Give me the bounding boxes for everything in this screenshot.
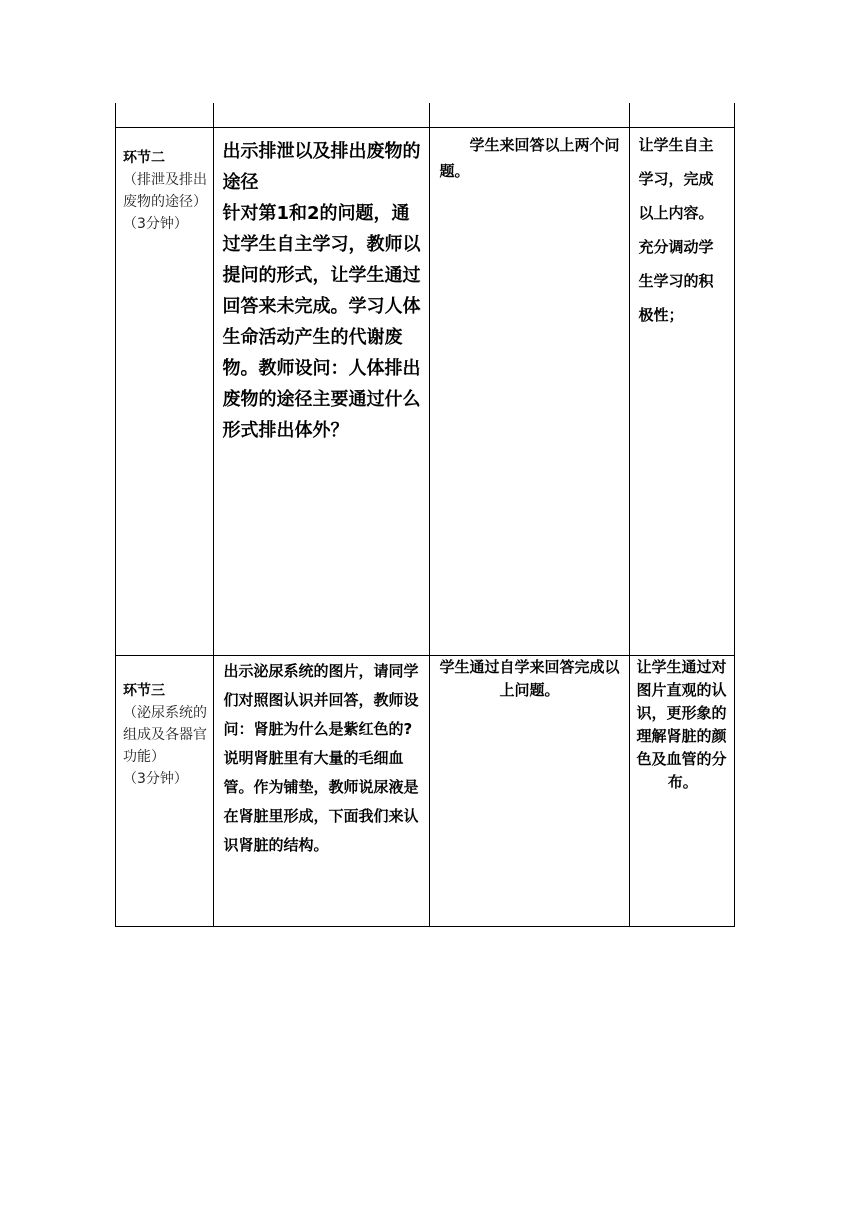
stub-cell [630, 103, 735, 128]
student-activity-cell [429, 656, 630, 927]
stage-subtitle: （泌尿系统的组成及各器官功能） [123, 705, 207, 765]
lesson-plan-table [115, 103, 735, 927]
student-activity-text: 学生来回答以上两个问题。 [439, 136, 620, 180]
table-row-stage-3 [116, 656, 735, 927]
stage-subtitle: （排泄及排出废物的途径） [123, 172, 207, 210]
design-intent-text: 充分调动学生学习的积极性； [638, 238, 714, 324]
teacher-text: 出示泌尿系统的图片，请同学们对照图认识并回答，教师设问：肾脏为什么是紫红色的?说明肾脏里有大量的毛细血管。作为铺垫，教师说尿液是在肾脏里形成，下面我们来认识肾脏的结构。 [223, 662, 419, 854]
stage-duration: （3分钟） [123, 771, 188, 787]
student-activity-cell [429, 128, 630, 656]
design-intent-cell [630, 128, 735, 656]
stage-duration: （3分钟） [123, 216, 188, 232]
teacher-activity-cell [214, 128, 429, 656]
stub-cell [214, 103, 429, 128]
stage-cell [116, 656, 214, 927]
table-row-stage-2 [116, 128, 735, 656]
teacher-heading: 出示排泄以及排出废物的途径 [222, 141, 421, 193]
stage-title: 环节二 [123, 150, 165, 166]
design-intent-tail: 布。 [667, 773, 698, 791]
design-intent-text: 让学生自主学习，完成以上内容。 [638, 136, 714, 222]
stub-cell [429, 103, 630, 128]
stage-cell [116, 128, 214, 656]
table-row-continued [116, 103, 735, 128]
teacher-activity-cell [214, 656, 429, 927]
stage-title: 环节三 [123, 683, 165, 699]
student-activity-text: 学生通过自学来回答完成以上问题。 [439, 658, 620, 699]
teacher-text: 针对第1和2的问题，通过学生自主学习，教师以提问的形式，让学生通过回答来未完成。学习人体生命活动产生的代谢废物。教师设问：人体排出废物的途径主要通过什么形式排出体外？ [222, 203, 421, 441]
design-intent-cell [630, 656, 735, 927]
stub-cell [116, 103, 214, 128]
design-intent-text: 让学生通过对图片直观的认识，更形象的理解肾脏的颜色及血管的分 [636, 658, 727, 768]
